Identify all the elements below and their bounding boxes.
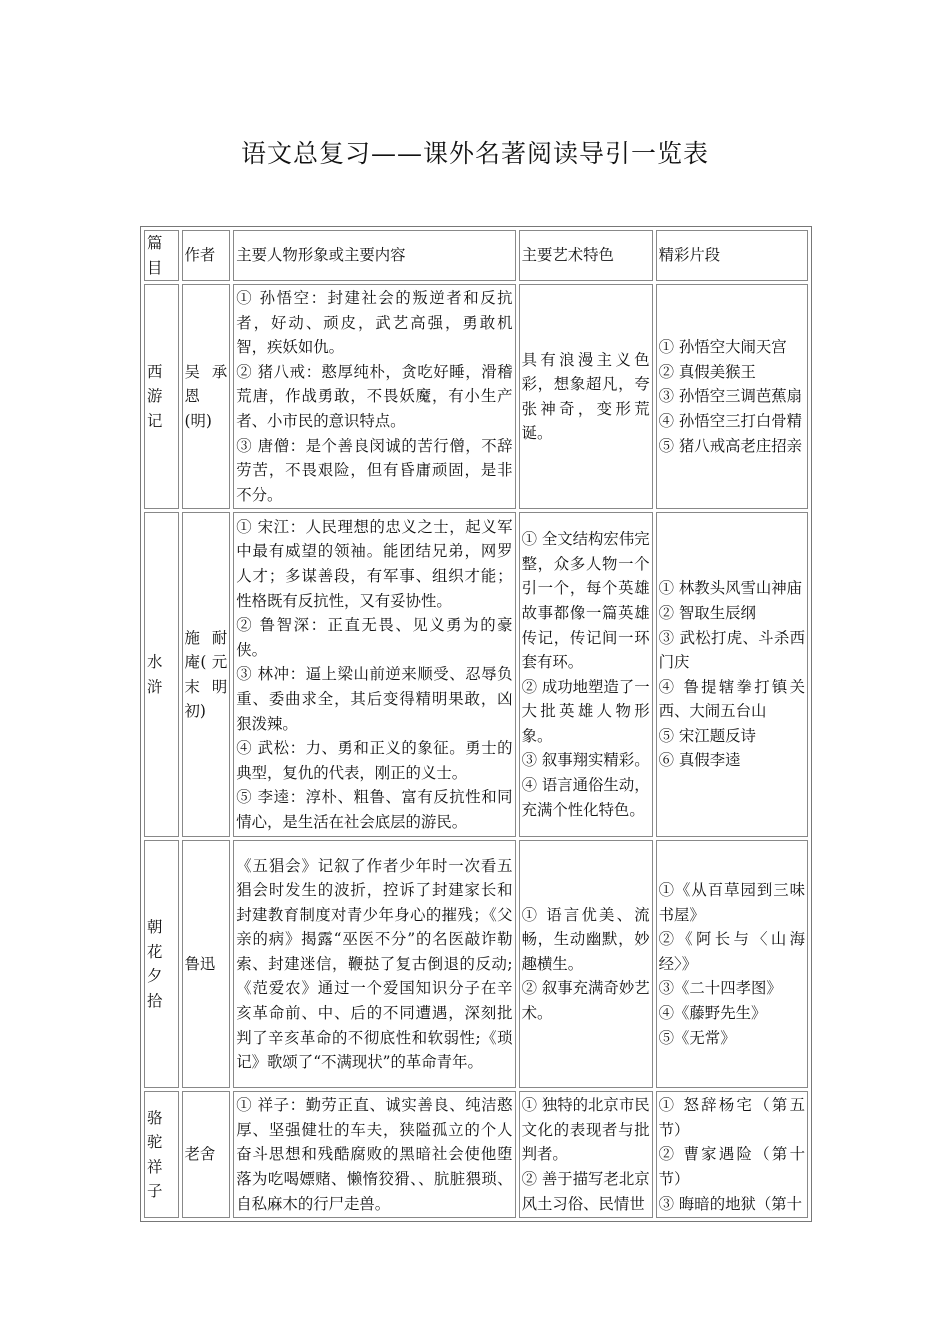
content-line: ② 鲁智深：正直无畏、见义勇为的豪侠。: [236, 616, 513, 659]
header-features: 主要艺术特色: [519, 230, 653, 281]
excerpt-line: ④《藤野先生》: [658, 1004, 767, 1023]
content-line: ⑤ 李逵：淳朴、粗鲁、富有反抗性和同情心，是生活在社会底层的游民。: [236, 788, 513, 831]
book-title: 骆 驼祥子: [144, 1091, 179, 1218]
content-cell: [233, 284, 515, 509]
content-line: ① 宋江：人民理想的忠义之士，起义军中最有威望的领袖。能团结兄弟，网罗人才；多谋善段，有军事、组织才能；性格既有反抗性，又有妥协性。: [236, 517, 513, 610]
book-author: 鲁迅: [182, 840, 231, 1088]
excerpt-line: ④ 鲁提辖拳打镇关西、大闹五台山: [658, 677, 805, 721]
table-row: [144, 512, 808, 837]
table-row: [144, 1091, 808, 1218]
features-cell: [519, 840, 653, 1088]
features-cell: [519, 1091, 653, 1218]
content-line: ① 祥子：勤劳正直、诚实善良、纯洁憨厚、坚强健壮的车夫，狭隘孤立的个人奋斗思想和残酷腐败的黑暗社会使他堕落为吃喝嫖赌、懒惰狡猾、、肮脏猥琐、自私麻木的行尸走兽。: [236, 1096, 513, 1213]
book-author: 吴承恩(明): [182, 284, 231, 509]
features-cell: [519, 284, 653, 509]
excerpt-line: ①《从百草园到三味书屋》: [658, 881, 805, 924]
feature-line: ② 叙事充满奇妙艺术。: [521, 979, 650, 1023]
book-title: 水浒: [144, 512, 179, 837]
book-author: 老舍: [182, 1091, 231, 1218]
feature-line: ② 成功地塑造了一大批英雄人物形象。: [521, 677, 650, 745]
excerpts-cell: [656, 840, 808, 1088]
excerpt-line: ⑤ 猪八戒高老庄招亲: [658, 436, 803, 455]
excerpt-line: ② 真假美猴王: [658, 362, 756, 381]
excerpt-line: ① 怒辞杨宅（第五节）: [658, 1096, 805, 1139]
excerpts-cell: [656, 284, 808, 509]
excerpt-line: ⑥ 真假李逵: [658, 751, 741, 770]
excerpt-line: ③ 武松打虎、斗杀西门庆: [658, 628, 805, 672]
header-excerpts: 精彩片段: [656, 230, 808, 281]
content-line: ① 孙悟空：封建社会的叛逆者和反抗者，好动、顽皮，武艺高强，勇敢机智，疾妖如仇。: [236, 289, 513, 357]
header-title: 篇目: [144, 230, 179, 281]
excerpt-line: ④ 孙悟空三打白骨精: [658, 411, 803, 430]
features-cell: [519, 512, 653, 837]
excerpt-line: ① 孙悟空大闹天宫: [658, 338, 787, 357]
feature-line: ② 善于描写老北京风土习俗、民情世: [521, 1169, 650, 1213]
book-author: 施耐庵( 元 末明初): [182, 512, 231, 837]
feature-line: ① 语言优美、流畅，生动幽默，妙趣横生。: [521, 905, 650, 973]
table-row: [144, 840, 808, 1088]
content-line: 《五猖会》记叙了作者少年时一次看五猖会时发生的波折，控诉了封建家长和封建教育制度对青少年身心的摧残；《父亲的病》揭露“巫医不分”的名医敲诈勒索、封建迷信，鞭挞了复古倒退的反动;《范爱农》通过一个爱国知识分子在辛亥革命前、中、后的不同遭遇，深刻批判了辛亥革命的不彻底性和软弱性;《琐记》歌颂了“不满现状”的革命青年。: [236, 856, 513, 1072]
reading-guide-table: [140, 226, 812, 1222]
content-line: ② 猪八戒：憨厚纯朴，贪吃好睡，滑稽荒唐，作战勇敢，不畏妖魔，有小生产者、小市民的意识特点。: [236, 362, 513, 430]
header-author: 作者: [182, 230, 231, 281]
excerpts-cell: [656, 1091, 808, 1218]
excerpt-line: ③ 晦暗的地狱（第十: [658, 1194, 803, 1213]
content-line: ③ 唐僧：是个善良闵诚的苦行僧，不辞劳苦，不畏艰险，但有昏庸顽固，是非不分。: [236, 436, 513, 504]
feature-line: ① 独特的北京市民文化的表现者与批判者。: [521, 1096, 650, 1164]
page-title: 语文总复习——课外名著阅读导引一览表: [240, 139, 709, 168]
excerpt-line: ② 智取生辰纲: [658, 603, 756, 622]
header-content: 主要人物形象或主要内容: [233, 230, 515, 281]
excerpt-line: ⑤ 宋江题反诗: [658, 726, 756, 745]
excerpt-line: ②《阿长与〈山海经〉》: [658, 930, 805, 973]
book-title: 朝 花夕拾: [144, 840, 179, 1088]
table-row: [144, 284, 808, 509]
feature-line: ① 全文结构宏伟完整，众多人物一个引一个，每个英雄故事都像一篇英雄传记，传记间一环套有环。: [521, 530, 650, 672]
excerpts-cell: [656, 512, 808, 837]
feature-line: 具有浪漫主义色彩，想象超凡，夸张神奇，变形荒诞。: [521, 350, 650, 443]
content-cell: [233, 512, 515, 837]
table-header-row: [144, 230, 808, 281]
feature-line: ④ 语言通俗生动，充满个性化特色。: [521, 776, 650, 819]
feature-line: ③ 叙事翔实精彩。: [521, 751, 650, 770]
content-cell: [233, 1091, 515, 1218]
excerpt-line: ① 林教头风雪山神庙: [658, 579, 803, 598]
content-cell: [233, 840, 515, 1088]
book-title: 西 游记: [144, 284, 179, 509]
excerpt-line: ③ 孙悟空三调芭蕉扇: [658, 387, 803, 406]
excerpt-line: ② 曹家遇险（第十节）: [658, 1145, 805, 1188]
excerpt-line: ③《二十四孝图》: [658, 979, 782, 998]
excerpt-line: ⑤《无常》: [658, 1028, 736, 1047]
content-line: ④ 武松：力、勇和正义的象征。勇士的典型，复仇的代表，刚正的义士。: [236, 739, 513, 782]
content-line: ③ 林冲：逼上梁山前逆来顺受、忍辱负重、委曲求全，其后变得精明果敢，凶狠泼辣。: [236, 665, 513, 733]
